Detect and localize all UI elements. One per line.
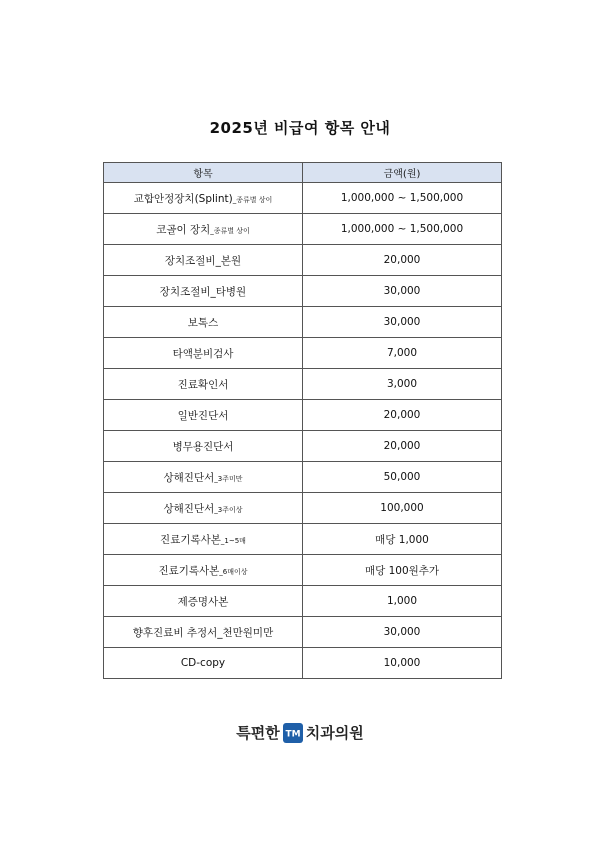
item-label: 타액분비검사 (172, 347, 234, 360)
amount-cell: 매당 1,000 (303, 524, 502, 555)
amount-cell: 7,000 (303, 338, 502, 369)
item-cell (104, 648, 303, 679)
item-cell (104, 183, 303, 214)
table-row (104, 400, 502, 431)
item-label: 상해진단서 (163, 471, 215, 484)
amount-cell: 100,000 (303, 493, 502, 524)
table-row (104, 555, 502, 586)
item-note: _종류별 상이 (232, 195, 273, 204)
item-label: 병무용진단서 (172, 440, 234, 453)
table-row (104, 183, 502, 214)
item-label: 장치조절비_타병원 (159, 285, 247, 298)
table-row (104, 462, 502, 493)
table-row (104, 493, 502, 524)
item-cell (104, 338, 303, 369)
item-label: 진료기록사본 (158, 564, 220, 577)
amount-cell: 1,000,000 ~ 1,500,000 (303, 214, 502, 245)
item-cell (104, 369, 303, 400)
item-label: 향후진료비 추정서_천만원미만 (132, 626, 274, 639)
item-cell (104, 586, 303, 617)
item-label: 상해진단서 (163, 502, 215, 515)
amount-cell: 20,000 (303, 400, 502, 431)
item-cell (104, 276, 303, 307)
item-cell (104, 524, 303, 555)
amount-cell: 20,000 (303, 431, 502, 462)
fee-table (103, 162, 502, 679)
item-cell (104, 617, 303, 648)
item-label: 보톡스 (187, 316, 219, 329)
item-label: 코골이 장치 (156, 223, 211, 236)
item-label: 진료기록사본 (160, 533, 221, 546)
amount-cell: 매당 100원추가 (303, 555, 502, 586)
table-row (104, 338, 502, 369)
table-row (104, 586, 502, 617)
item-label: 진료확인서 (177, 378, 229, 391)
amount-cell: 1,000,000 ~ 1,500,000 (303, 183, 502, 214)
item-cell (104, 400, 303, 431)
logo-text: TM (285, 729, 301, 739)
amount-cell: 1,000 (303, 586, 502, 617)
amount-cell: 3,000 (303, 369, 502, 400)
item-note: _1~5매 (220, 536, 246, 545)
item-label: 교합안정장치(Splint) (133, 192, 233, 205)
header-amount: 금액(원) (303, 163, 502, 183)
table-row (104, 524, 502, 555)
item-label: 제증명사본 (177, 595, 229, 608)
clinic-name-left: 특편한 (236, 724, 280, 742)
item-cell (104, 555, 303, 586)
page-title: 2025년 비급여 항목 안내 (209, 119, 391, 137)
item-cell (104, 431, 303, 462)
table-row (104, 431, 502, 462)
clinic-name-right: 치과의원 (305, 724, 364, 742)
table-row (104, 307, 502, 338)
item-cell (104, 245, 303, 276)
item-note: _종류별 상이 (210, 226, 250, 235)
amount-cell: 10,000 (303, 648, 502, 679)
table-row (104, 648, 502, 679)
table-row (104, 276, 502, 307)
amount-cell: 30,000 (303, 307, 502, 338)
item-label: CD-copy (180, 657, 226, 669)
item-cell (104, 307, 303, 338)
amount-cell: 20,000 (303, 245, 502, 276)
amount-cell: 30,000 (303, 617, 502, 648)
item-cell (104, 462, 303, 493)
item-note: _6매이상 (219, 567, 248, 576)
header-item: 항목 (104, 163, 303, 183)
amount-cell: 30,000 (303, 276, 502, 307)
item-note: _3주미만 (214, 474, 243, 483)
amount-cell: 50,000 (303, 462, 502, 493)
table-row (104, 214, 502, 245)
table-row (104, 369, 502, 400)
clinic-logo-icon (283, 723, 303, 743)
table-header-row (104, 163, 502, 183)
item-cell (104, 493, 303, 524)
item-cell (104, 214, 303, 245)
item-label: 장치조절비_본원 (164, 254, 242, 267)
clinic-footer (0, 722, 600, 743)
table-row (104, 617, 502, 648)
item-note: _3주이상 (214, 505, 243, 514)
item-label: 일반진단서 (177, 409, 229, 422)
table-row (104, 245, 502, 276)
